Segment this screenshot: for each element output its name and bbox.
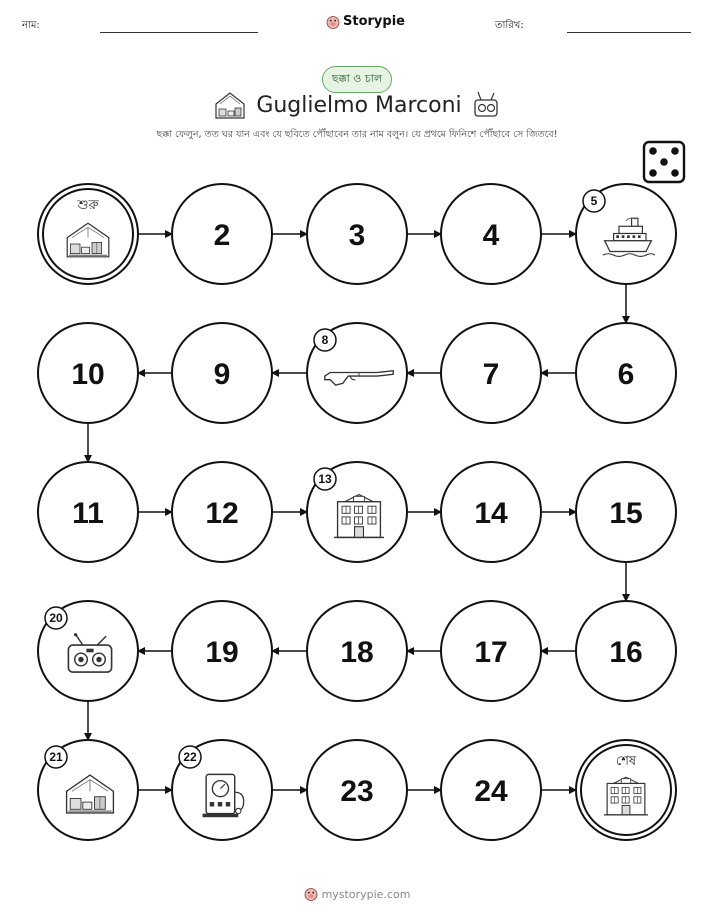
board-cell bbox=[441, 462, 541, 562]
cell-number: 7 bbox=[482, 358, 500, 391]
board-cell bbox=[307, 323, 407, 423]
board-cell bbox=[172, 323, 272, 423]
footer bbox=[304, 887, 411, 901]
date-label: তারিখ: bbox=[495, 20, 524, 31]
cell-number: 17 bbox=[474, 636, 508, 669]
cell-number: 12 bbox=[205, 497, 239, 530]
board-cell bbox=[576, 323, 676, 423]
board-cell bbox=[307, 740, 407, 840]
cell-number: 9 bbox=[213, 358, 231, 391]
name-label: নাম: bbox=[22, 20, 40, 31]
start-label: শুরু bbox=[77, 198, 99, 213]
cell-number: 14 bbox=[474, 497, 508, 530]
dice-pip bbox=[649, 147, 657, 155]
board-cell bbox=[38, 462, 138, 562]
board-cell bbox=[172, 184, 272, 284]
pig-mascot-icon bbox=[304, 887, 318, 901]
board-cell bbox=[172, 740, 272, 840]
cell-number: 11 bbox=[72, 497, 104, 530]
cell-number-badge: 5 bbox=[590, 194, 598, 208]
board-cell bbox=[441, 740, 541, 840]
board-cell bbox=[172, 462, 272, 562]
board-cell bbox=[441, 323, 541, 423]
cell-number-badge: 20 bbox=[49, 611, 63, 625]
cell-number: 19 bbox=[205, 636, 239, 669]
cell-number: 18 bbox=[340, 636, 374, 669]
footer-site: mystorypie.com bbox=[321, 887, 411, 901]
finish-cell bbox=[576, 740, 676, 840]
cell-number-badge: 8 bbox=[321, 333, 329, 347]
dice-pip bbox=[671, 147, 679, 155]
cell-number: 4 bbox=[482, 219, 500, 252]
instructions: ছক্কা ফেলুন, তত ঘর যান এবং যে ছবিতে পৌঁছাবেন তার নাম বলুন। যে প্রথমে ফিনিশে পৌঁছাবে সে জিতবে! bbox=[156, 129, 558, 140]
board-cell bbox=[38, 740, 138, 840]
cell-number: 3 bbox=[348, 219, 366, 252]
cell-number: 23 bbox=[340, 775, 374, 808]
cell-number: 16 bbox=[609, 636, 643, 669]
cell-number-badge: 21 bbox=[49, 750, 63, 764]
cell-number-badge: 13 bbox=[318, 472, 332, 486]
dice-pip bbox=[671, 169, 679, 177]
dice-pip bbox=[649, 169, 657, 177]
finish-label: শেষ bbox=[615, 754, 637, 769]
brand-name: Storypie bbox=[343, 14, 405, 29]
dice-pip bbox=[660, 158, 668, 166]
board-cell bbox=[441, 601, 541, 701]
cell-number-badge: 22 bbox=[183, 750, 197, 764]
cell-number: 10 bbox=[71, 358, 105, 391]
start-cell bbox=[38, 184, 138, 284]
board-cell bbox=[307, 601, 407, 701]
board-cell bbox=[38, 323, 138, 423]
page-title: Guglielmo Marconi bbox=[256, 92, 462, 118]
board-cell bbox=[307, 184, 407, 284]
dice-icon bbox=[644, 142, 684, 182]
board-cell bbox=[576, 462, 676, 562]
cell-number: 2 bbox=[213, 219, 231, 252]
cell-number: 24 bbox=[474, 775, 508, 808]
board-cell bbox=[307, 462, 407, 562]
board-cell bbox=[576, 601, 676, 701]
game-type-pill: ছক্কা ও চাল bbox=[322, 66, 392, 93]
cell-number: 6 bbox=[617, 358, 635, 391]
board-cell bbox=[38, 601, 138, 701]
board-cell bbox=[441, 184, 541, 284]
cell-number: 15 bbox=[609, 497, 643, 530]
board-cell bbox=[172, 601, 272, 701]
board-cell bbox=[576, 184, 676, 284]
